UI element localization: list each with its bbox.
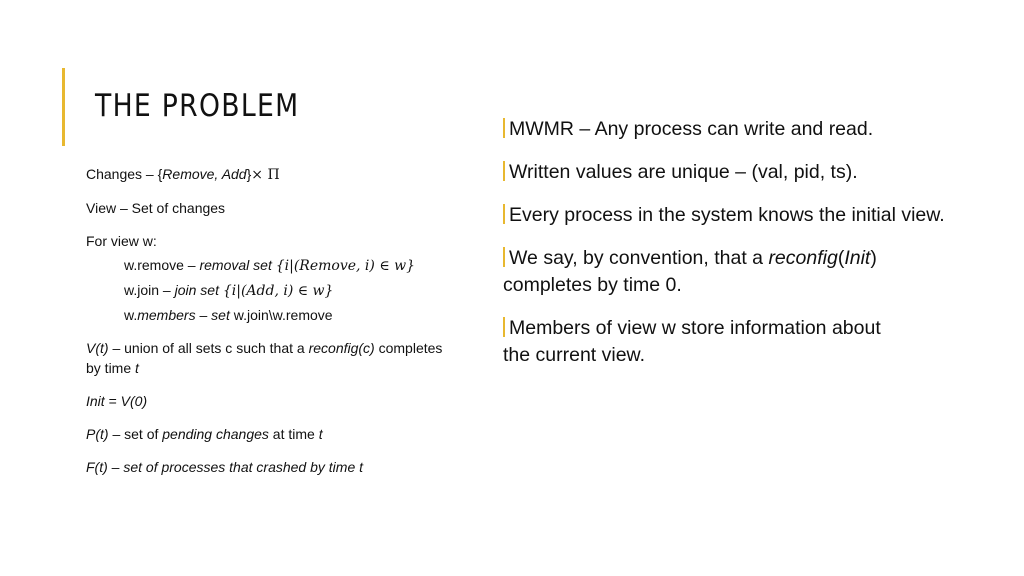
bullet-mwmr: MWMR – Any process can write and read.: [503, 116, 963, 143]
vt-definition: V(t) – union of all sets c such that a reconfig(c) completes by time t: [86, 340, 443, 376]
bullet-marker: [503, 204, 505, 224]
title-accent-bar: [62, 68, 65, 146]
bullet-unique-values: Written values are unique – (val, pid, ts).: [503, 159, 963, 186]
bullet-marker: [503, 161, 505, 181]
slide-title: THE PROBLEM: [95, 88, 300, 124]
init-definition: Init = V(0): [86, 393, 148, 409]
bullet-members: Members of view w store information about the current view.: [503, 317, 881, 366]
for-view-heading: For view w:: [86, 233, 157, 249]
bullet-marker: [503, 118, 505, 138]
pt-definition: P(t) – set of pending changes at time t: [86, 426, 323, 442]
definitions-column: [86, 164, 486, 477]
view-definition: View – Set of changes: [86, 200, 226, 216]
bullets-column: [503, 116, 963, 385]
bullet-convention: We say, by convention, that a reconfig(Init) completes by time 0.: [503, 247, 877, 296]
bullet-initial-view: Every process in the system knows the initial view.: [503, 202, 963, 229]
join-definition: w.join – join set {i|(Add, i) ∈ w}: [124, 282, 334, 299]
ft-definition: F(t) – set of processes that crashed by time t: [86, 459, 364, 475]
changes-definition: Changes – {Remove, Add}× Π: [86, 166, 280, 183]
bullet-marker: [503, 317, 505, 337]
bullet-marker: [503, 247, 505, 267]
members-definition: w.members – set w.join\w.remove: [124, 307, 333, 323]
remove-definition: w.remove – removal set {i|(Remove, i) ∈ w}: [124, 257, 416, 274]
